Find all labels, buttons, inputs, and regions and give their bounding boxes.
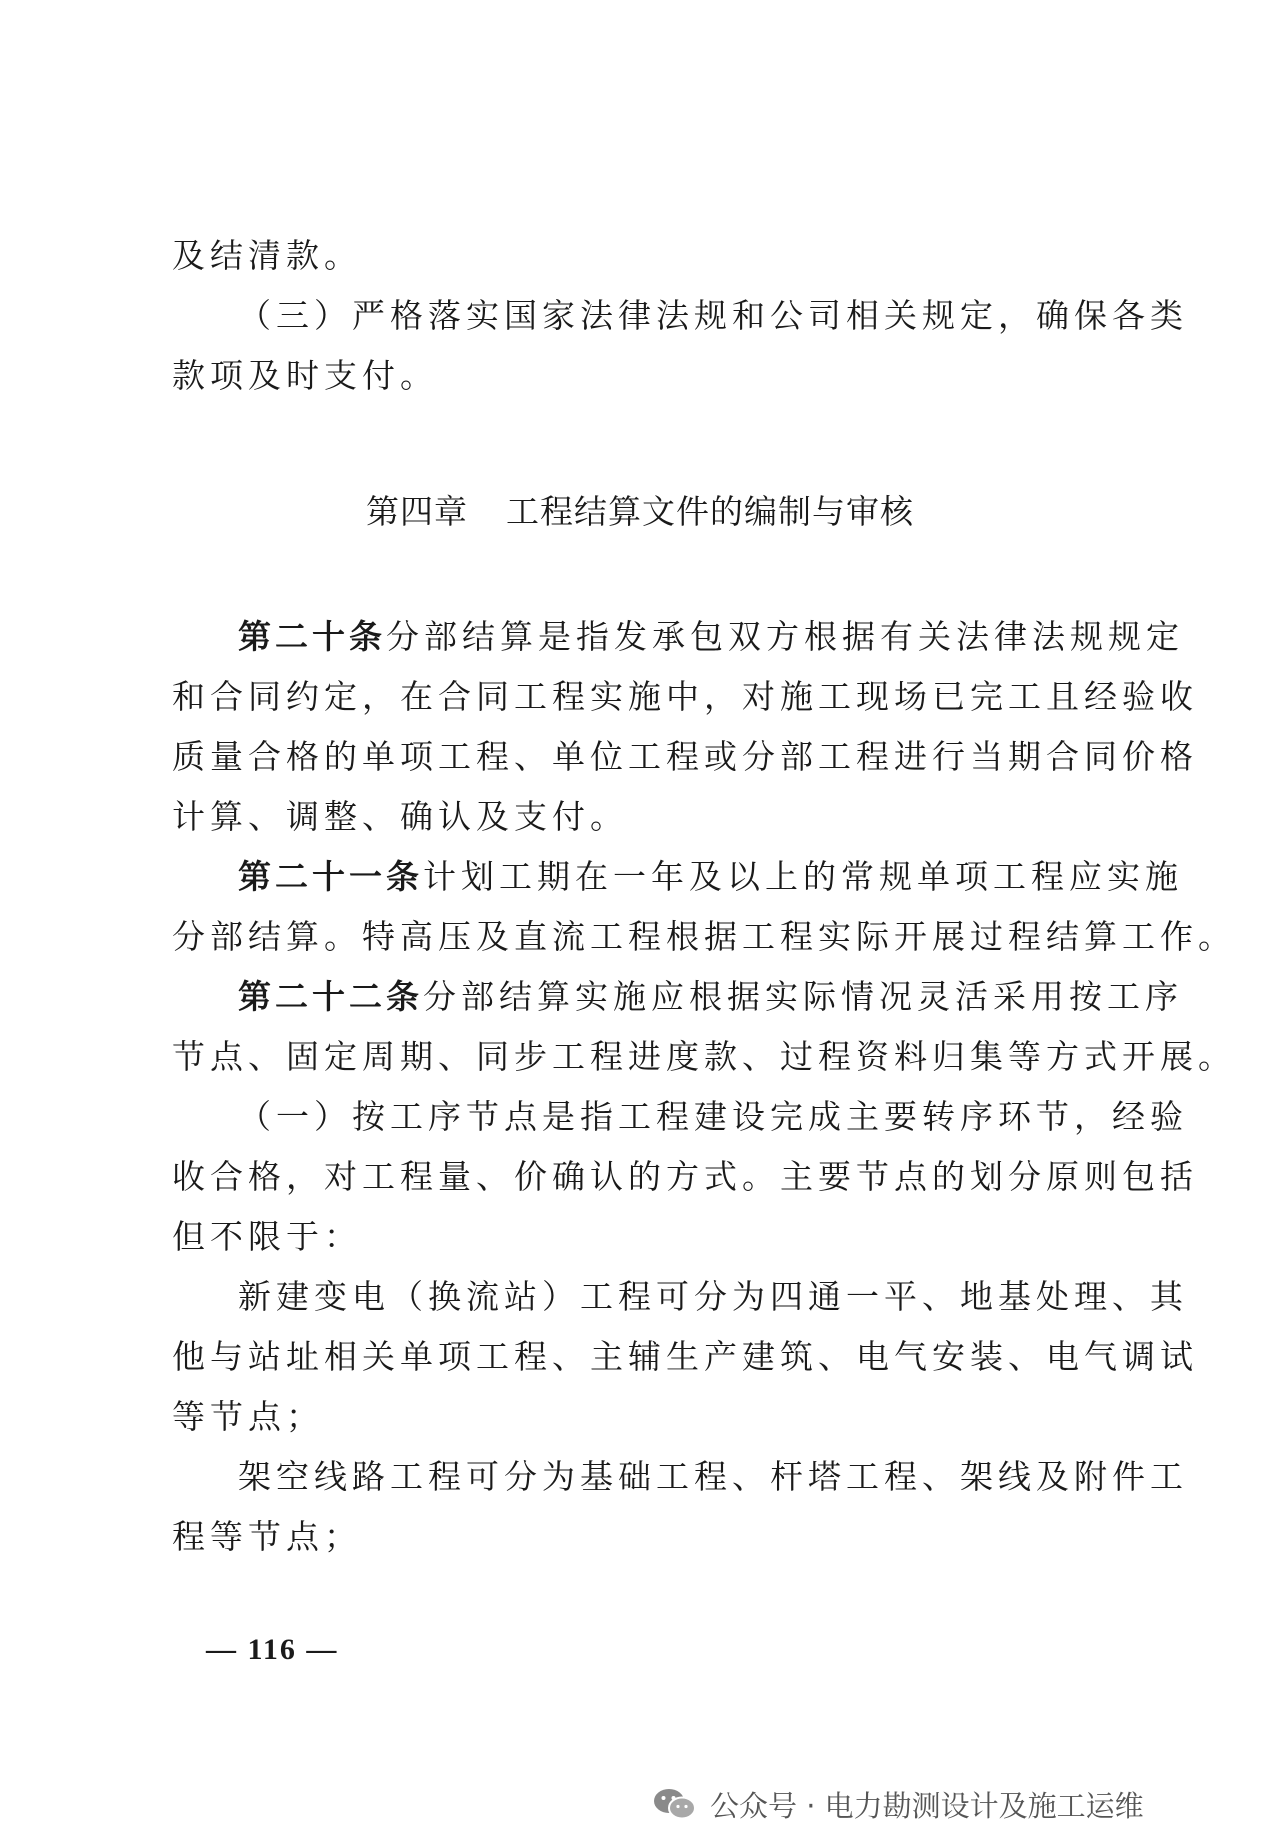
- text-line: 程等节点；: [172, 1517, 362, 1556]
- text-line: （三）严格落实国家法律法规和公司相关规定，确保各类: [238, 296, 1188, 335]
- text-line: 质量合格的单项工程、单位工程或分部工程进行当期合同价格: [172, 737, 1198, 776]
- text-line: （一）按工序节点是指工程建设完成主要转序环节，经验: [238, 1097, 1188, 1136]
- text-line: 等节点；: [172, 1397, 324, 1436]
- watermark-text: 公众号 · 电力勘测设计及施工运维: [710, 1788, 1144, 1823]
- text-line: 但不限于：: [172, 1217, 362, 1256]
- text-line: 及结清款。: [172, 236, 362, 275]
- text-line: 款项及时支付。: [172, 356, 438, 395]
- chapter-heading: [0, 490, 1280, 534]
- article-20-first-line: [238, 617, 1184, 657]
- chapter-title: 工程结算文件的编制与审核: [506, 492, 914, 531]
- text-line: 节点、固定周期、同步工程进度款、过程资料归集等方式开展。: [172, 1037, 1236, 1076]
- watermark: [652, 1784, 1144, 1824]
- wechat-icon: [652, 1787, 698, 1821]
- text-line: 收合格，对工程量、价确认的方式。主要节点的划分原则包括: [172, 1157, 1198, 1196]
- text-line: 新建变电（换流站）工程可分为四通一平、地基处理、其: [238, 1277, 1188, 1316]
- article-label: 第二十条: [238, 617, 386, 656]
- text-line: 计算、调整、确认及支付。: [172, 797, 628, 836]
- text-line: 架空线路工程可分为基础工程、杆塔工程、架线及附件工: [238, 1457, 1188, 1496]
- page-number: — 116 —: [206, 1633, 339, 1666]
- article-22-first-line: [238, 977, 1183, 1017]
- article-label: 第二十二条: [238, 977, 423, 1016]
- text-line: 分部结算。特高压及直流工程根据工程实际开展过程结算工作。: [172, 917, 1236, 956]
- article-text: 计划工期在一年及以上的常规单项工程应实施: [423, 857, 1183, 896]
- article-text: 分部结算是指发承包双方根据有关法律法规规定: [386, 617, 1184, 656]
- article-label: 第二十一条: [238, 857, 423, 896]
- chapter-number: 第四章: [366, 492, 468, 531]
- article-21-first-line: [238, 857, 1183, 897]
- text-line: 和合同约定，在合同工程实施中，对施工现场已完工且经验收: [172, 677, 1198, 716]
- article-text: 分部结算实施应根据实际情况灵活采用按工序: [423, 977, 1183, 1016]
- text-line: 他与站址相关单项工程、主辅生产建筑、电气安装、电气调试: [172, 1337, 1198, 1376]
